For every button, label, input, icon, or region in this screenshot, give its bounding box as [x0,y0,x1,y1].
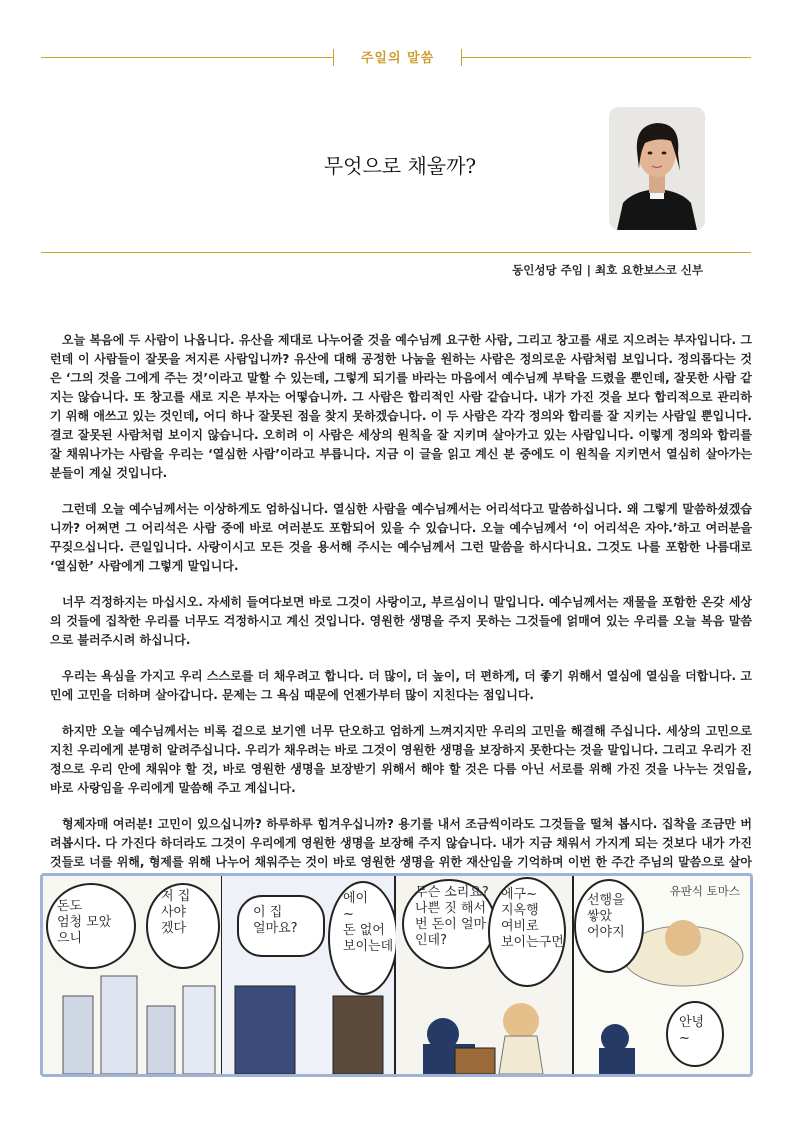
paragraph: 형제자매 여러분! 고민이 있으십니까? 하루하루 힘겨우십니까? 용기를 내서 조금씩이라도 그것들을 떨쳐 봅시다. 집착을 조금만 버려봅시다. 다 가진다 하더라도 그것이 우리에게 영원한 생명을 보장해 주지 않습니다. 내가 지금 채워서 가지게 되는 것보다 내가 가진 것들로 너를 위해, 형제를 위해 나누어 채워주는 것이 바로 영원한 생명을 위한 재산임을 기억하며 이번 한 주간 주님의 말씀으로 살아 [50,817,752,869]
comic-bubble-text: 안녕 ~ [679,1015,705,1046]
comic-bubble-text: 이 집 얼마요? [253,905,298,936]
author-byline: 동인성당 주임 | 최호 요한보스코 신부 [512,263,703,277]
cartoon-credit: 유판식 토마스 [669,884,740,898]
header-rule-right [461,57,751,58]
comic-bubble-text: 무슨 소리요? 나쁜 짓 해서 번 돈이 얼마 인데? [415,885,489,948]
paragraph: 너무 걱정하지는 마십시오. 자세히 들여다보면 바로 그것이 사랑이고, 부르심이니 말입니다. 예수님께서는 재물을 포함한 온갖 세상의 것들에 집착한 우리를 너무도 걱정하시고 계신 것입니다. 영원한 생명을 주지 못하는 그것들에 얽매여 있는 우리를 오늘 복음 말씀으로 불러주시려 하십니다. [50,595,752,647]
title-rule [41,252,751,253]
speech-bubble [667,1002,723,1066]
paragraph: 하지만 오늘 예수님께서는 비록 겉으로 보기엔 너무 단오하고 엄하게 느껴지지만 우리의 고민을 해결해 주십니다. 세상의 고민으로 지친 우리에게 분명히 알려주십니다. 우리가 채우려는 바로 그것이 영원한 생명을 보장하지 못한다는 것을 말입니다. 그리고 우리가 진정으로 우리 안에 채워야 할 것, 바로 영원한 생명을 보장받기 위해서 해야 할 것은 다름 아닌 서로를 위해 가진 것을 나누는 것임을, 바로 사랑임을 우리에게 말씀해 주고 계십니다. [50,724,752,795]
paragraph: 그런데 오늘 예수님께서는 이상하게도 엄하십니다. 열심한 사람을 예수님께서는 어리석다고 말씀하십니다. 왜 그렇게 말씀하셨겠습니까? 어쩌면 그 어리석은 사람 중에 바로 여러분도 포함되어 있을 수 있습니다. 오늘 예수님께서 ‘이 어리석은 자야.’하고 여러분을 꾸짖으십니다. 큰일입니다. 사랑이시고 모든 것을 용서해 주시는 예수님께서 그런 말씀을 하시다니요. 그것도 나를 포함한 나름대로 ‘열심한’ 사람에게 그렇게 말입니다. [50,502,752,573]
comic-bubble-text: 에이 ~ 돈 없어 보이는데 [343,891,394,954]
section-label: 주일의 말씀 [360,51,435,66]
header-rule-left [41,57,333,58]
paragraph: 오늘 복음에 두 사람이 나옵니다. 유산을 제대로 나누어줄 것을 예수님께 요구한 사람, 그리고 창고를 새로 지으려는 부자입니다. 그런데 이 사람들이 잘못을 저지른 사람입니까? 유산에 대해 공정한 나눔을 원하는 사람은 정의로운 사람처럼 보입니다. 정의롭다는 것은 ‘그의 것을 그에게 주는 것’이라고 말할 수 있는데, 그렇게 되기를 바라는 마음에서 예수님께 부탁을 드렸을 뿐인데, 잘못한 사람 같지는 않습니다. 또 창고를 새로 지은 부자는 어떻습니까. 그 사람은 합리적인 사람 같습니다. 내가 가진 것을 보다 합리적으로 관리하기 위해 애쓰고 있는 것인데, 어디 하나 잘못된 점을 찾지 못하겠습니다. 이 두 사람은 각각 정의와 합리를 잘 지키는 사람일 뿐입니다. 결코 잘못된 사람처럼 보이지 않습니다. 오히려 이 사람은 세상의 원칙을 잘 지키며 살아가고 있는 사람입니다. 이렇게 정의와 합리를 잘 채워나가는 사람을 우리는 ‘열심한 사람’이라고 부릅니다. 지금 이 글을 읽고 계신 분 중에도 이 원칙을 지키면서 열심히 살아가는 분들이 계실 것입니다. [50,333,752,480]
comic-bubble-text: 저 집 사야 겠다 [161,889,191,936]
paragraph: 우리는 욕심을 가지고 우리 스스로를 더 채우려고 합니다. 더 많이, 더 높이, 더 편하게, 더 좋기 위해서 열심에 열심을 더합니다. 고민에 고민을 더하며 살아갑니다. 문제는 그 욕심 때문에 언젠가부터 많이 지친다는 점입니다. [50,669,752,702]
comic-bubble-text: 돈도 엄청 모았 으니 [57,899,112,946]
article-body [50,331,752,908]
comic-strip [40,873,753,1077]
comic-drawing [43,876,750,1074]
article-title: 무엇으로 채울까? [323,154,477,178]
comic-bubble-text: 에구~ 지옥행 여비로 보이는구먼 [501,887,564,950]
author-portrait [609,107,705,230]
comic-bubble-text: 선행을 쌓았 어야지 [587,893,625,940]
